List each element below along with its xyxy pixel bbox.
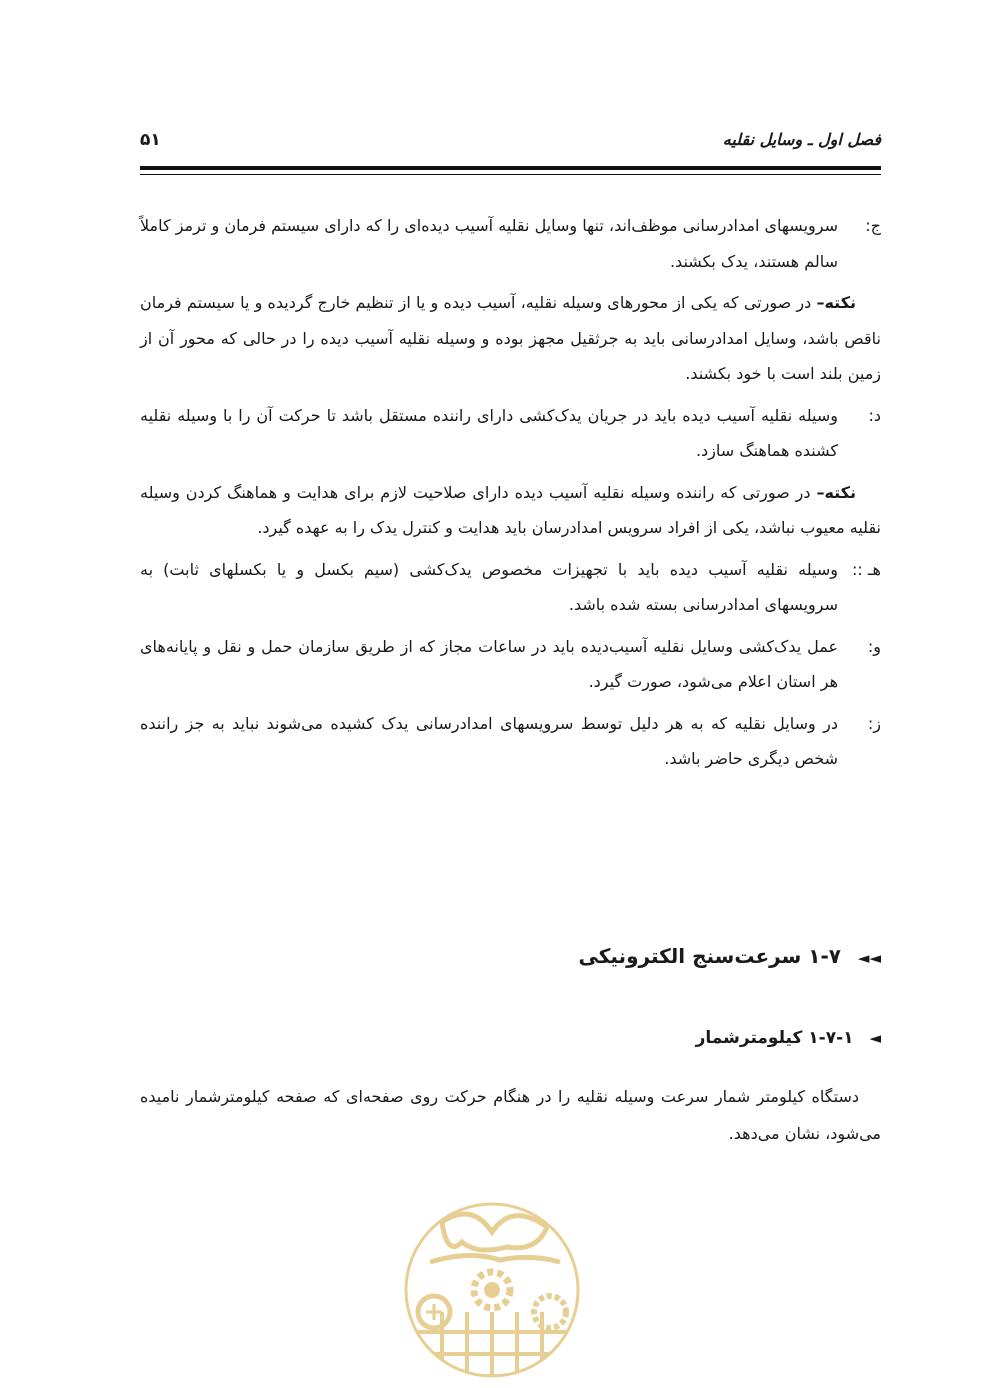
- note-text: در صورتی که راننده وسیله نقلیه آسیب دیده دارای صلاحیت لازم برای هدایت و هماهنگ کردن وسیله نقلیه معیوب نباشد، یکی از افراد سرویس امدادرسان باید هدایت و کنترل یدک را به عهده گیرد.: [140, 482, 881, 537]
- note-paragraph: [140, 475, 881, 546]
- list-item-ze: [140, 706, 881, 777]
- list-item-label: هـ ::: [852, 559, 881, 579]
- list-item-text: وسیله نقلیه آسیب دیده باید در جریان یدک‌کشی دارای راننده مستقل باشد تا حرکت آن را با وسیله نقلیه کشنده هماهنگ سازد.: [140, 405, 838, 460]
- running-header: [140, 128, 881, 158]
- list-item-label: و:: [867, 636, 881, 656]
- body-text: [140, 208, 881, 783]
- double-arrow-icon: ◄◄: [857, 949, 881, 967]
- section-number: ۱-۷: [808, 944, 841, 968]
- note-label: نکته–: [816, 482, 856, 502]
- note-paragraph: [140, 285, 881, 392]
- list-item-text: عمل یدک‌کشی وسایل نقلیه آسیب‌دیده باید در ساعات مجاز که از طریق سازمان حمل و نقل و پایانه‌های هر استان اعلام می‌شود، صورت گیرد.: [140, 636, 838, 691]
- subsection-title: کیلومترشمار: [695, 1028, 803, 1048]
- body-paragraph: دستگاه کیلومتر شمار سرعت وسیله نقلیه را در هنگام حرکت روی صفحه‌ای که صفحه کیلومترشمار نامیده می‌شود، نشان می‌دهد.: [140, 1087, 881, 1143]
- list-item-label: د:: [868, 405, 881, 425]
- arrow-icon: ◄: [869, 1029, 881, 1047]
- header-rule-thin: [140, 174, 881, 175]
- list-item-label: ج:: [865, 216, 881, 235]
- subsection-number: ۱-۷-۱: [808, 1028, 854, 1048]
- section-title: سرعت‌سنج الکترونیکی: [578, 944, 802, 968]
- list-item-vav: [140, 629, 881, 700]
- list-item-label: ز:: [867, 713, 881, 733]
- chapter-title: فصل اول ـ وسایل نقلیه: [722, 130, 881, 149]
- list-item-jim: [140, 208, 881, 279]
- note-text: در صورتی که یکی از محورهای وسیله نقلیه، آسیب دیده و یا از تنظیم خارج گردیده و یا سیستم فرمان ناقص باشد، وسایل امدادرسانی باید به جرثقیل مجهز بوده و وسیله نقلیه آسیب دیده را در حالی که محور آن از زمین بلند است با خود بکشند.: [140, 293, 881, 383]
- list-item-text: در وسایل نقلیه که به هر دلیل توسط سرویسهای امدادرسانی یدک کشیده می‌شوند نباید به جز راننده شخص دیگری حاضر باشد.: [140, 713, 838, 768]
- list-item-text: وسیله نقلیه آسیب دیده باید با تجهیزات مخصوص یدک‌کشی (سیم بکسل و یا بکسلهای ثابت) به سرویسهای امدادرسانی بسته شده باشد.: [140, 559, 838, 614]
- subsection-heading: [140, 1028, 881, 1048]
- note-label: نکته–: [816, 293, 856, 312]
- section-heading: [140, 944, 881, 968]
- page-number: ۵۱: [140, 130, 161, 150]
- list-item-dal: [140, 398, 881, 469]
- watermark-seal-icon: [382, 1182, 602, 1382]
- list-item-text: سرویسهای امدادرسانی موظف‌اند، تنها وسایل نقلیه آسیب دیده‌ای را که دارای سیستم فرمان و ترمز کاملاً سالم هستند، یدک بکشند.: [140, 216, 838, 271]
- header-rule-thick: [140, 166, 881, 170]
- list-item-he: [140, 552, 881, 623]
